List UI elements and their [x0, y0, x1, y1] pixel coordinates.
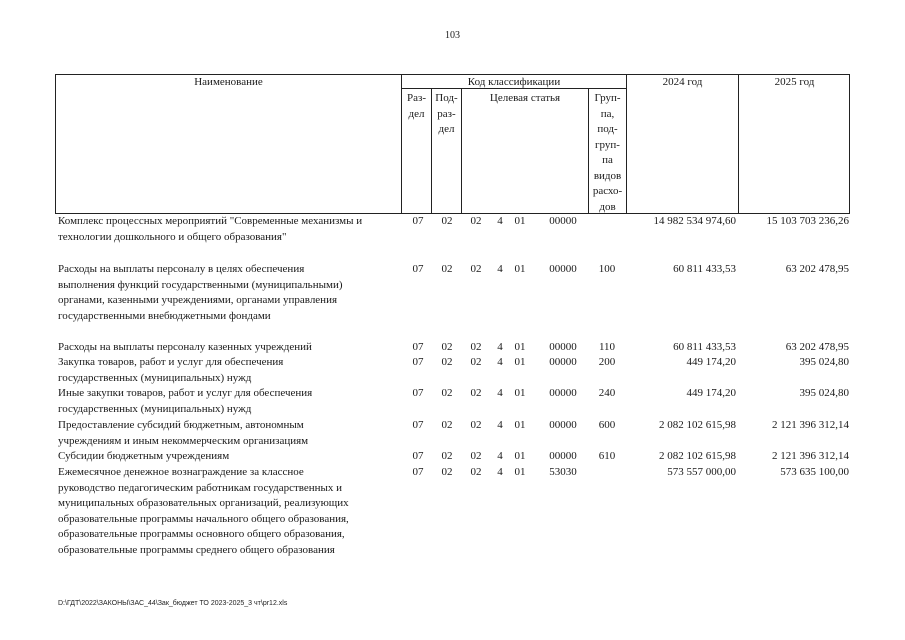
row-amount-2025: 63 202 478,95 — [785, 341, 849, 353]
header-name: Наименование — [194, 76, 263, 88]
row-amount-2024: 449 174,20 — [686, 387, 736, 399]
col-divider-code — [626, 74, 627, 214]
header-section: Раз- дел — [406, 92, 426, 120]
row-code-rz: 07 — [412, 466, 424, 478]
page-number: 103 — [445, 30, 460, 41]
row-code-c1: 02 — [470, 450, 482, 462]
row-code-pr: 02 — [441, 419, 453, 431]
row-code-c4: 00000 — [549, 263, 577, 275]
row-amount-2025: 15 103 703 236,26 — [766, 215, 849, 227]
row-name-line: образовательные программы начального общего образования, — [58, 512, 349, 525]
row-code-pr: 02 — [441, 263, 453, 275]
row-amount-2025: 2 121 396 312,14 — [772, 450, 849, 462]
row-name-line: Предоставление субсидий бюджетным, автономным — [58, 419, 304, 431]
row-code-c2: 4 — [497, 356, 503, 368]
row-amount-2024: 2 082 102 615,98 — [659, 419, 736, 431]
row-name-line: Ежемесячное денежное вознаграждение за классное — [58, 466, 304, 478]
row-name — [58, 214, 400, 245]
row-code-c4: 00000 — [549, 387, 577, 399]
row-code-rz: 07 — [412, 419, 424, 431]
row-name-line: Расходы на выплаты персоналу в целях обеспечения — [58, 263, 305, 275]
row-code-c2: 4 — [497, 263, 503, 275]
row-code-c2: 4 — [497, 215, 503, 227]
row-code-pr: 02 — [441, 466, 453, 478]
row-amount-2024: 60 811 433,53 — [673, 263, 736, 275]
header-target: Целевая статья — [489, 92, 561, 104]
col-divider-year — [738, 74, 739, 214]
row-amount-2024: 60 811 433,53 — [673, 341, 736, 353]
row-code-c3: 01 — [514, 356, 526, 368]
row-amount-2025: 2 121 396 312,14 — [772, 419, 849, 431]
row-code-c4: 00000 — [549, 215, 577, 227]
col-divider-pr — [461, 88, 462, 214]
row-code-vr: 600 — [598, 419, 616, 431]
row-code-c2: 4 — [497, 450, 503, 462]
row-code-c1: 02 — [470, 356, 482, 368]
row-code-c3: 01 — [514, 419, 526, 431]
row-code-rz: 07 — [412, 387, 424, 399]
row-code-c4: 53030 — [549, 466, 577, 478]
row-code-c3: 01 — [514, 466, 526, 478]
row-code-vr: 610 — [598, 450, 616, 462]
row-code-rz: 07 — [412, 263, 424, 275]
row-name-line: муниципальных образовательных организаций, реализующих — [58, 497, 349, 509]
row-name — [58, 355, 400, 386]
row-code-c2: 4 — [497, 466, 503, 478]
row-code-c1: 02 — [470, 466, 482, 478]
row-name-line: выполнения функций государственными (муниципальными) — [58, 278, 343, 291]
file-path-footer: D:\ГДТ\2022\ЗАКОНЫ\ЗАС_44\Зак_бюджет ТО 2023-2025_3 чт\pr12.xls — [58, 600, 288, 607]
row-amount-2024: 2 082 102 615,98 — [659, 450, 736, 462]
header-code-group: Код классификации — [467, 76, 561, 88]
row-name — [58, 340, 400, 356]
header-year-2025: 2025 год — [774, 76, 815, 88]
row-name-line: образовательные программы среднего общего образования — [58, 543, 335, 556]
row-name-line: государственными внебюджетными фондами — [58, 309, 271, 322]
row-code-c4: 00000 — [549, 419, 577, 431]
row-code-c1: 02 — [470, 419, 482, 431]
row-code-c1: 02 — [470, 387, 482, 399]
row-name-line: Комплекс процессных мероприятий "Современные механизмы и — [58, 215, 363, 227]
row-code-pr: 02 — [441, 215, 453, 227]
row-code-c4: 00000 — [549, 356, 577, 368]
row-name-line: Закупка товаров, работ и услуг для обеспечения — [58, 356, 284, 368]
row-name-line: государственных (муниципальных) нужд — [58, 371, 252, 384]
row-code-rz: 07 — [412, 356, 424, 368]
header-subsection: Под- раз- дел — [435, 92, 458, 135]
row-code-vr: 240 — [598, 387, 616, 399]
row-amount-2024: 573 557 000,00 — [667, 466, 736, 478]
row-name-line: органами, казенными учреждениями, органами управления — [58, 294, 338, 306]
row-code-vr: 110 — [598, 341, 616, 353]
row-code-c4: 00000 — [549, 341, 577, 353]
row-code-rz: 07 — [412, 341, 424, 353]
row-name — [58, 386, 400, 417]
row-name-line: руководство педагогическим работникам государственных и — [58, 481, 343, 494]
row-name-line: образовательные программы основного общего образования, — [58, 528, 345, 540]
row-code-c3: 01 — [514, 387, 526, 399]
row-amount-2025: 573 635 100,00 — [780, 466, 849, 478]
row-code-c1: 02 — [470, 341, 482, 353]
row-name-line: Иные закупки товаров, работ и услуг для обеспечения — [58, 387, 313, 399]
row-name-line: Субсидии бюджетным учреждениям — [58, 450, 230, 462]
row-name — [58, 465, 400, 558]
row-name — [58, 449, 400, 465]
row-name — [58, 418, 400, 449]
row-amount-2024: 449 174,20 — [686, 356, 736, 368]
row-code-rz: 07 — [412, 450, 424, 462]
row-name-line: государственных (муниципальных) нужд — [58, 402, 252, 415]
row-name-line: технологии дошкольного и общего образования" — [58, 230, 287, 243]
row-code-pr: 02 — [441, 341, 453, 353]
row-code-c2: 4 — [497, 341, 503, 353]
header-year-2024: 2024 год — [662, 76, 703, 88]
row-code-c2: 4 — [497, 419, 503, 431]
row-name-line: Расходы на выплаты персоналу казенных учреждений — [58, 341, 312, 353]
row-code-c1: 02 — [470, 263, 482, 275]
row-code-pr: 02 — [441, 387, 453, 399]
row-code-vr: 200 — [598, 356, 616, 368]
row-amount-2025: 395 024,80 — [799, 356, 849, 368]
row-amount-2025: 63 202 478,95 — [785, 263, 849, 275]
row-amount-2025: 395 024,80 — [799, 387, 849, 399]
row-code-rz: 07 — [412, 215, 424, 227]
row-code-c4: 00000 — [549, 450, 577, 462]
row-code-pr: 02 — [441, 356, 453, 368]
header-expense-group: Груп- па, под- груп- па видов расхо- дов — [592, 92, 623, 213]
row-code-c1: 02 — [470, 215, 482, 227]
row-name-line: учреждениям и иным некоммерческим организациям — [58, 434, 309, 447]
row-code-c2: 4 — [497, 387, 503, 399]
row-code-c3: 01 — [514, 450, 526, 462]
row-code-vr: 100 — [598, 263, 616, 275]
row-code-c3: 01 — [514, 341, 526, 353]
row-code-c3: 01 — [514, 215, 526, 227]
row-name — [58, 262, 400, 324]
row-amount-2024: 14 982 534 974,60 — [653, 215, 736, 227]
row-code-c3: 01 — [514, 263, 526, 275]
row-code-pr: 02 — [441, 450, 453, 462]
